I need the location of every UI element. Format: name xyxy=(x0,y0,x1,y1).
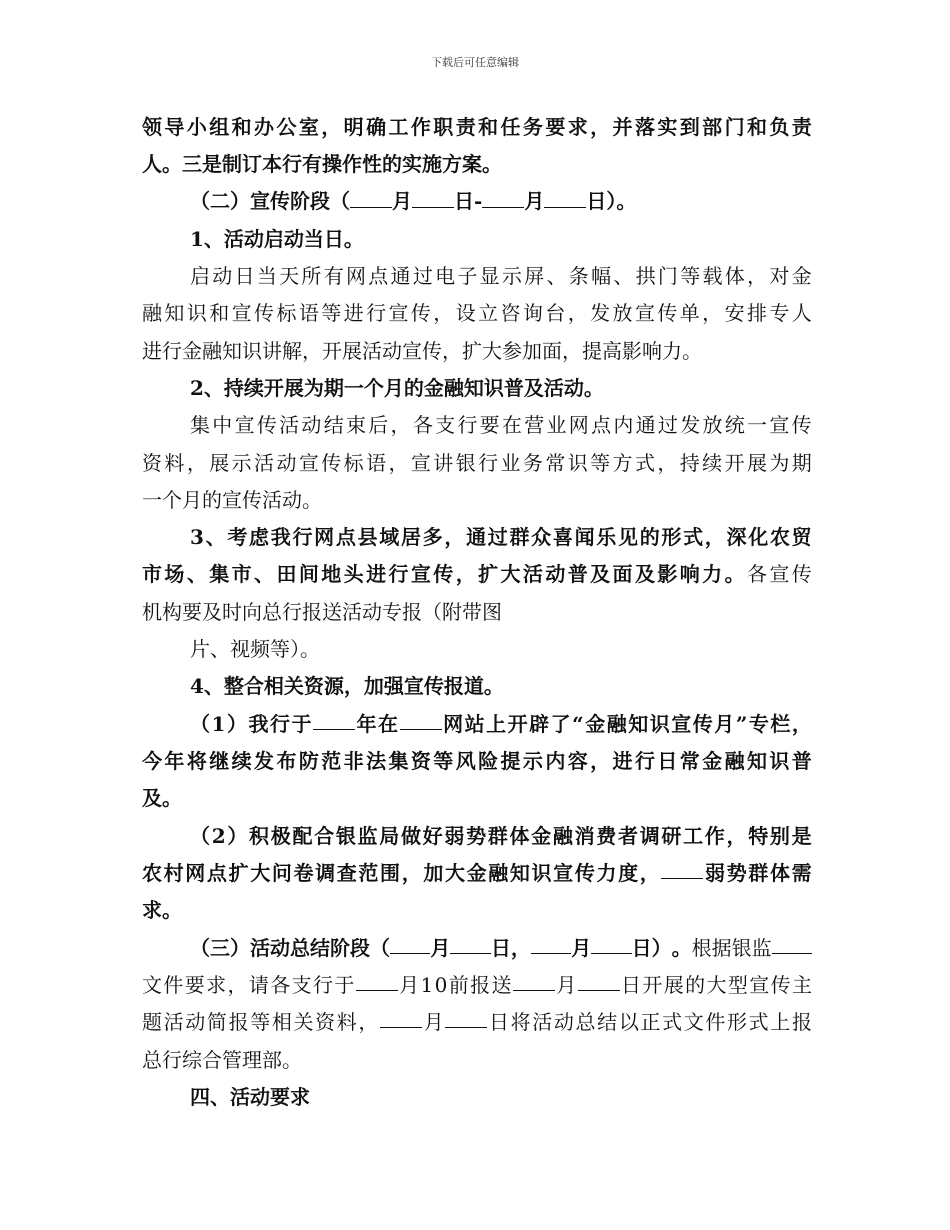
subsection-heading: 3 、 考 虑 我 行 网 点 县 域 居 多 ， 通 过 群 众 喜 闻 乐 见 的 形 式 ， 深 化 农 贸 xyxy=(190,525,812,549)
section-heading: （二）宣传阶段（ 月 日- 月 日）。 xyxy=(190,189,637,213)
paragraph-line: 融 知 识 和 宣 传 标 语 等 进 行 宣 传 ， 设 立 咨 询 台 ， 发 放 宣 传 单 ， 安 排 专 人 xyxy=(142,301,812,325)
subsection-heading: 4、整合相关资源，加强宣传报道。 xyxy=(190,674,504,698)
section-heading: 四、活动要求 xyxy=(190,1085,310,1109)
paragraph-line: 片、视频等）。 xyxy=(190,637,320,661)
page-header: 下载后可任意编辑 xyxy=(431,56,519,69)
paragraph-line: 集 中 宣 传 活 动 结 束 后 ， 各 支 行 要 在 营 业 网 点 内 通 过 发 放 统 一 宣 传 xyxy=(190,413,812,437)
paragraph-line: 进行金融知识讲解，开展活动宣传，扩大参加面，提高影响力。 xyxy=(142,339,702,363)
paragraph-line: （ 三 ） 活 动 总 结 阶 段 （ 月 日 ， 月 日 ） 。 根 据 银 监 xyxy=(190,935,812,961)
paragraph-line: （ 2 ） 积 极 配 合 银 监 局 做 好 弱 势 群 体 金 融 消 费 者 调 研 工 作 ， 特 别 是 xyxy=(190,824,812,848)
paragraph-line: 求。 xyxy=(142,898,182,922)
paragraph-line: 农 村 网 点 扩 大 问 卷 调 查 范 围 ， 加 大 金 融 知 识 宣 传 力 度 ， 弱 势 群 体 需 xyxy=(142,861,812,885)
paragraph-line: 市 场 、 集 市 、 田 间 地 头 进 行 宣 传 ， 扩 大 活 动 普 及 面 及 影 响 力 。 各 宣 传 xyxy=(142,562,812,586)
paragraph-line: 题 活 动 简 报 等 相 关 资 料 ， 月 日 将 活 动 总 结 以 正 式 文 件 形 式 上 报 xyxy=(142,1010,812,1034)
paragraph-line: 及。 xyxy=(142,786,182,810)
subsection-heading: 2、持续开展为期一个月的金融知识普及活动。 xyxy=(190,376,604,400)
paragraph-line: 资 料 ， 展 示 活 动 宣 传 标 语 ， 宣 讲 银 行 业 务 常 识 等 方 式 ， 持 续 开 展 为 期 xyxy=(142,451,812,475)
paragraph-line: 一个月的宣传活动。 xyxy=(142,488,322,512)
paragraph-line: 启 动 日 当 天 所 有 网 点 通 过 电 子 显 示 屏 、 条 幅 、 拱 门 等 载 体 ， 对 金 xyxy=(190,264,812,288)
paragraph-line: 今 年 将 继 续 发 布 防 范 非 法 集 资 等 风 险 提 示 内 容 ， 进 行 日 常 金 融 知 识 普 xyxy=(142,749,812,773)
subsection-heading: 1、活动启动当日。 xyxy=(190,227,364,251)
paragraph-line: 领 导 小 组 和 办 公 室 ， 明 确 工 作 职 责 和 任 务 要 求 ， 并 落 实 到 部 门 和 负 责 xyxy=(142,115,812,139)
paragraph-line: 总行综合管理部。 xyxy=(142,1048,302,1072)
paragraph-line: 人。三是制订本行有操作性的实施方案。 xyxy=(142,152,502,176)
paragraph-line: 机构要及时向总行报送活动专报（附带图 xyxy=(142,600,502,624)
paragraph-line: （ 1 ） 我 行 于 年 在 网 站 上 开 辟 了 “ 金 融 知 识 宣 传 月 ” 专 栏 ， xyxy=(190,712,812,736)
paragraph-line: 文 件 要 求 ， 请 各 支 行 于 月 1 0 前 报 送 月 日 开 展 的 大 型 宣 传 主 xyxy=(142,973,812,997)
